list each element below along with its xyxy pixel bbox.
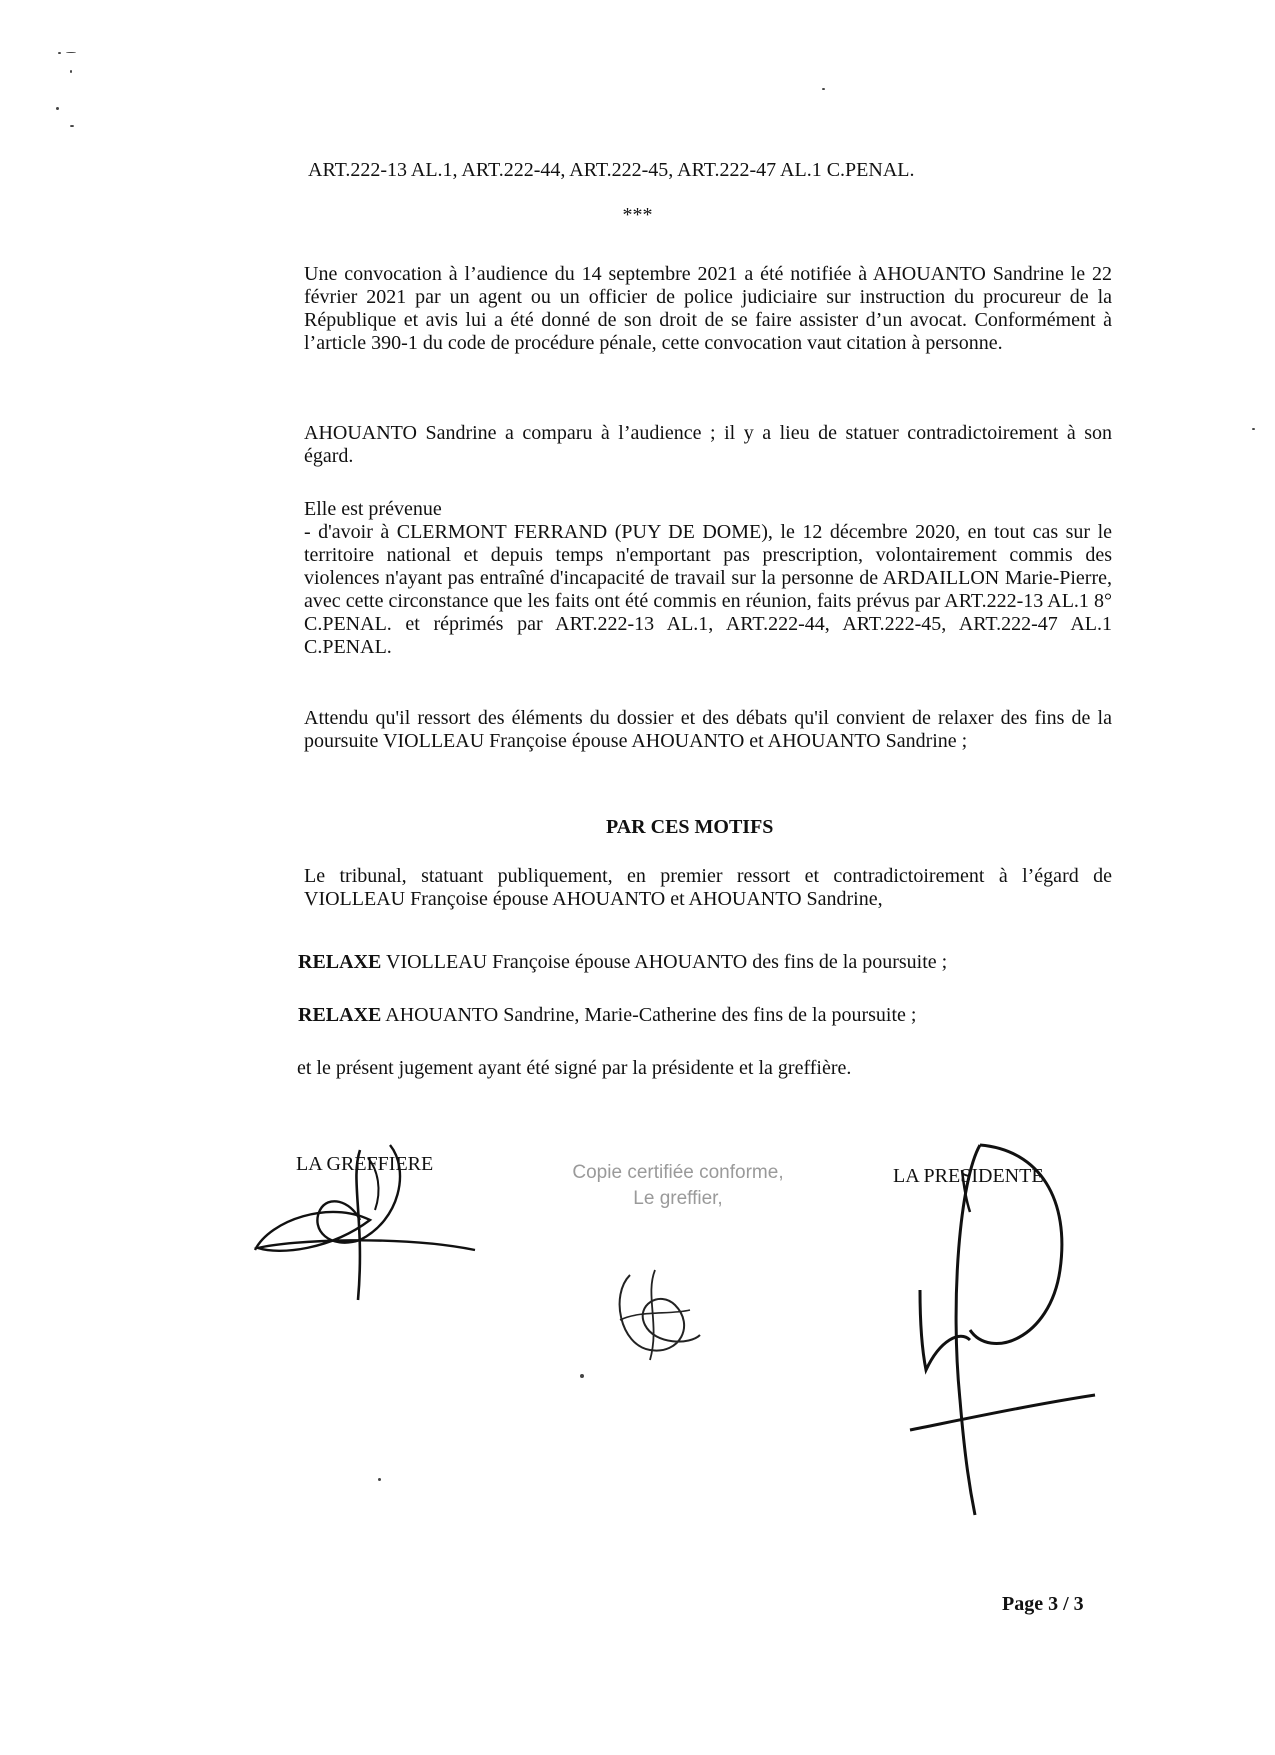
relaxe-label: RELAXE <box>298 951 382 973</box>
stamp-signature-icon <box>600 1265 710 1365</box>
paragraph-attendu: Attendu qu'il ressort des éléments du dossier et des débats qu'il convient de relaxer des fins de la poursuite VIOLLEAU Françoise épouse AHOUANTO et AHOUANTO Sandrine ; <box>304 707 1112 752</box>
scan-speck <box>66 52 76 53</box>
scan-speck <box>56 107 59 110</box>
paragraph-prevenue-intro: Elle est prévenue <box>304 498 442 520</box>
decision-closing: et le présent jugement ayant été signé par la présidente et la greffière. <box>297 1057 852 1079</box>
greffiere-label: LA GREFFIERE <box>296 1153 434 1175</box>
paragraph-prevenue-detail: - d'avoir à CLERMONT FERRAND (PUY DE DOME), le 12 décembre 2020, en tout cas sur le territoire national et depuis temps n'emportant pas prescription, volontairement commis des violences n'ayant pas entraîné d'incapacité de travail sur la personne de ARDAILLON Marie-Pierre, avec cette circonstance que les faits ont été commis en réunion, faits prévus par ART.222-13 AL.1 8° C.PENAL. et réprimés par ART.222-13 AL.1, ART.222-44, ART.222-45, ART.222-47 AL.1 C.PENAL. <box>304 521 1112 658</box>
relaxe-label: RELAXE <box>298 1004 382 1026</box>
relaxe-1-text: VIOLLEAU Françoise épouse AHOUANTO des fins de la poursuite ; <box>386 951 948 973</box>
separator: *** <box>622 204 653 226</box>
header-articles: ART.222-13 AL.1, ART.222-44, ART.222-45, ART.222-47 AL.1 C.PENAL. <box>308 159 915 181</box>
presidente-signature-icon <box>900 1140 1100 1520</box>
decision-intro: Le tribunal, statuant publiquement, en premier ressort et contradictoirement à l’égard de VIOLLEAU Françoise épouse AHOUANTO et AHOUANTO Sandrine, <box>304 865 1112 910</box>
presidente-label: LA PRESIDENTE <box>893 1165 1044 1187</box>
page-number: Page 3 / 3 <box>1002 1593 1084 1615</box>
motifs-title: PAR CES MOTIFS <box>606 816 774 838</box>
decision-relaxe-1 <box>298 950 947 974</box>
stamp-line-2: Le greffier, <box>633 1188 723 1209</box>
certified-copy-stamp <box>538 1160 818 1212</box>
greffiere-signature-icon <box>250 1140 480 1320</box>
scan-speck <box>378 1478 381 1481</box>
scan-speck <box>822 88 825 90</box>
relaxe-2-text: AHOUANTO Sandrine, Marie-Catherine des fins de la poursuite ; <box>385 1004 917 1026</box>
paragraph-convocation: Une convocation à l’audience du 14 septembre 2021 a été notifiée à AHOUANTO Sandrine le 22 février 2021 par un agent ou un officier de police judiciaire sur instruction du procureur de la République et avis lui a été donné de son droit de se faire assister d’un avocat. Conformément à l’article 390-1 du code de procédure pénale, cette convocation vaut citation à personne. <box>304 263 1112 354</box>
decision-relaxe-2 <box>298 1003 916 1027</box>
scan-speck <box>58 52 61 54</box>
scan-speck <box>70 125 74 127</box>
paragraph-comparution: AHOUANTO Sandrine a comparu à l’audience ; il y a lieu de statuer contradictoirement à son égard. <box>304 422 1112 467</box>
scan-speck <box>1252 428 1255 430</box>
scan-speck <box>580 1374 584 1378</box>
stamp-line-1: Copie certifiée conforme, <box>572 1162 784 1183</box>
scan-speck <box>70 70 72 73</box>
